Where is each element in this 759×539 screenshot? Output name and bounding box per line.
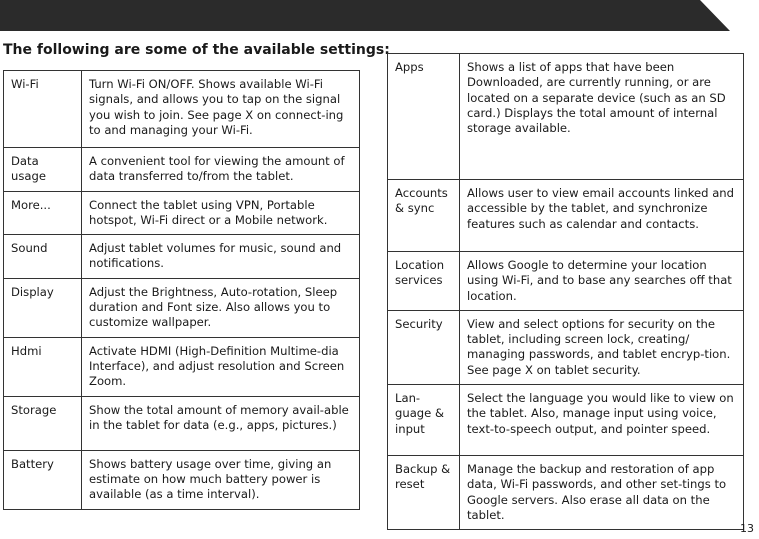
table-row [4, 450, 360, 509]
table-row [388, 180, 744, 252]
setting-name: Hdmi [4, 337, 82, 396]
table-row [388, 54, 744, 180]
setting-name: More... [4, 191, 82, 235]
setting-description: Adjust tablet volumes for music, sound and notifications. [82, 235, 360, 279]
setting-description: Allows Google to determine your location using Wi-Fi, and to base any searches off that location. [460, 252, 744, 311]
setting-description: Shows a list of apps that have been Downloaded, are currently running, or are located on a separate device (such as an SD card.) Displays the total amount of internal storage available. [460, 54, 744, 180]
setting-description: Select the language you would like to view on the tablet. Also, manage input using voice, text-to-speech output, and pointer speed. [460, 385, 744, 456]
table-row [388, 310, 744, 384]
table-row [388, 385, 744, 456]
setting-description: A convenient tool for viewing the amount of data transferred to/from the tablet. [82, 148, 360, 192]
setting-name: Apps [388, 54, 460, 180]
table-row [4, 235, 360, 279]
table-row [4, 148, 360, 192]
setting-name: Backup & reset [388, 456, 460, 530]
setting-name: Location services [388, 252, 460, 311]
setting-name: Security [388, 310, 460, 384]
setting-description: Activate HDMI (High-Definition Multime-dia Interface), and adjust resolution and Screen Zoom. [82, 337, 360, 396]
setting-description: Shows battery usage over time, giving an estimate on how much battery power is available (as a time interval). [82, 450, 360, 509]
header-bar [0, 0, 741, 31]
setting-name: Wi-Fi [4, 71, 82, 148]
setting-description: Allows user to view email accounts linked and accessible by the tablet, and synchronize features such as calendar and contacts. [460, 180, 744, 252]
table-row [4, 278, 360, 337]
page-number: 13 [740, 522, 754, 535]
table-row [4, 337, 360, 396]
setting-description: Connect the tablet using VPN, Portable hotspot, Wi-Fi direct or a Mobile network. [82, 191, 360, 235]
setting-name: Sound [4, 235, 82, 279]
setting-description: Show the total amount of memory avail-able in the tablet for data (e.g., apps, pictures.) [82, 396, 360, 450]
setting-description: View and select options for security on the tablet, including screen lock, creating/ managing passwords, and tablet encryp-tion. See page X on tablet security. [460, 310, 744, 384]
setting-description: Adjust the Brightness, Auto-rotation, Sleep duration and Font size. Also allows you to customize wallpaper. [82, 278, 360, 337]
settings-table-right [387, 53, 744, 530]
setting-name: Accounts & sync [388, 180, 460, 252]
setting-name: Storage [4, 396, 82, 450]
setting-name: Display [4, 278, 82, 337]
table-row [4, 191, 360, 235]
setting-name: Data usage [4, 148, 82, 192]
table-row [388, 456, 744, 530]
intro-text: The following are some of the available settings: [3, 42, 390, 58]
setting-name: Battery [4, 450, 82, 509]
table-row [4, 71, 360, 148]
table-row [388, 252, 744, 311]
setting-description: Manage the backup and restoration of app data, Wi-Fi passwords, and other set-tings to Google servers. Also erase all data on the tablet. [460, 456, 744, 530]
setting-name: Lan-guage & input [388, 385, 460, 456]
table-row [4, 396, 360, 450]
settings-table-left [3, 70, 360, 510]
setting-description: Turn Wi-Fi ON/OFF. Shows available Wi-Fi signals, and allows you to tap on the signal you wish to join. See page X on connect-ing to and managing your Wi-Fi. [82, 71, 360, 148]
